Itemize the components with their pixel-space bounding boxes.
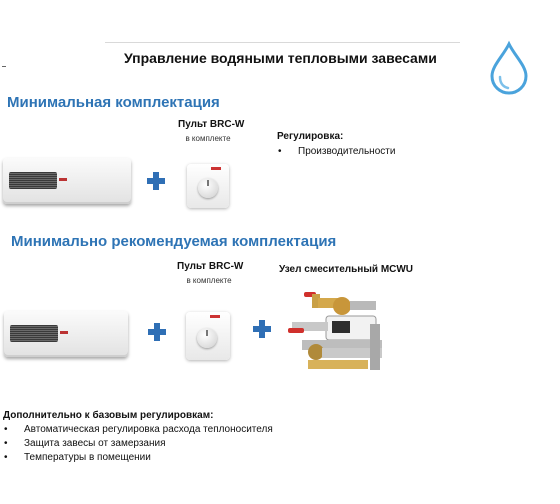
- regulation-title: Регулировка:: [277, 131, 344, 142]
- section-minimal-heading: Минимальная комплектация: [7, 94, 220, 111]
- heater-grille: [10, 325, 58, 342]
- list-item: • Защита завесы от замерзания: [0, 437, 273, 451]
- air-curtain-image-2: [4, 311, 128, 357]
- remote-subcaption-2: в комплекте: [186, 276, 232, 285]
- additional-list: [0, 423, 273, 465]
- remote-controller-image-2: [186, 312, 230, 360]
- remote-dial: [197, 328, 217, 348]
- plus-icon: [145, 170, 167, 192]
- remote-caption-2: Пульт BRC-W: [177, 261, 244, 272]
- additional-title: Дополнительно к базовым регулировкам:: [3, 410, 214, 421]
- header-divider: [105, 42, 460, 43]
- remote-caption: Пульт BRC-W: [178, 119, 245, 130]
- air-curtain-image: [3, 158, 131, 204]
- remote-brand-logo: [211, 167, 221, 170]
- heater-logo: [60, 331, 68, 334]
- mixing-unit-caption: Узел смесительный MCWU: [279, 264, 414, 275]
- left-marker: [2, 66, 6, 67]
- heater-grille: [9, 172, 57, 189]
- plus-icon: [251, 318, 273, 340]
- list-item: • Производительности: [274, 145, 395, 159]
- heater-logo: [59, 178, 67, 181]
- plus-icon: [146, 321, 168, 343]
- list-item: • Автоматическая регулировка расхода теплоносителя: [0, 423, 273, 437]
- water-drop-icon: [483, 40, 535, 96]
- remote-controller-image: [187, 164, 229, 208]
- remote-brand-logo: [210, 315, 220, 318]
- remote-subcaption: в комплекте: [185, 134, 231, 143]
- page-title: Управление водяными тепловыми завесами: [124, 50, 437, 66]
- section-recommended-heading: Минимально рекомендуемая комплектация: [11, 233, 337, 250]
- remote-dial: [198, 178, 218, 198]
- list-item: • Температуры в помещении: [0, 451, 273, 465]
- mixing-unit-image: [282, 284, 390, 376]
- regulation-list: [274, 145, 395, 159]
